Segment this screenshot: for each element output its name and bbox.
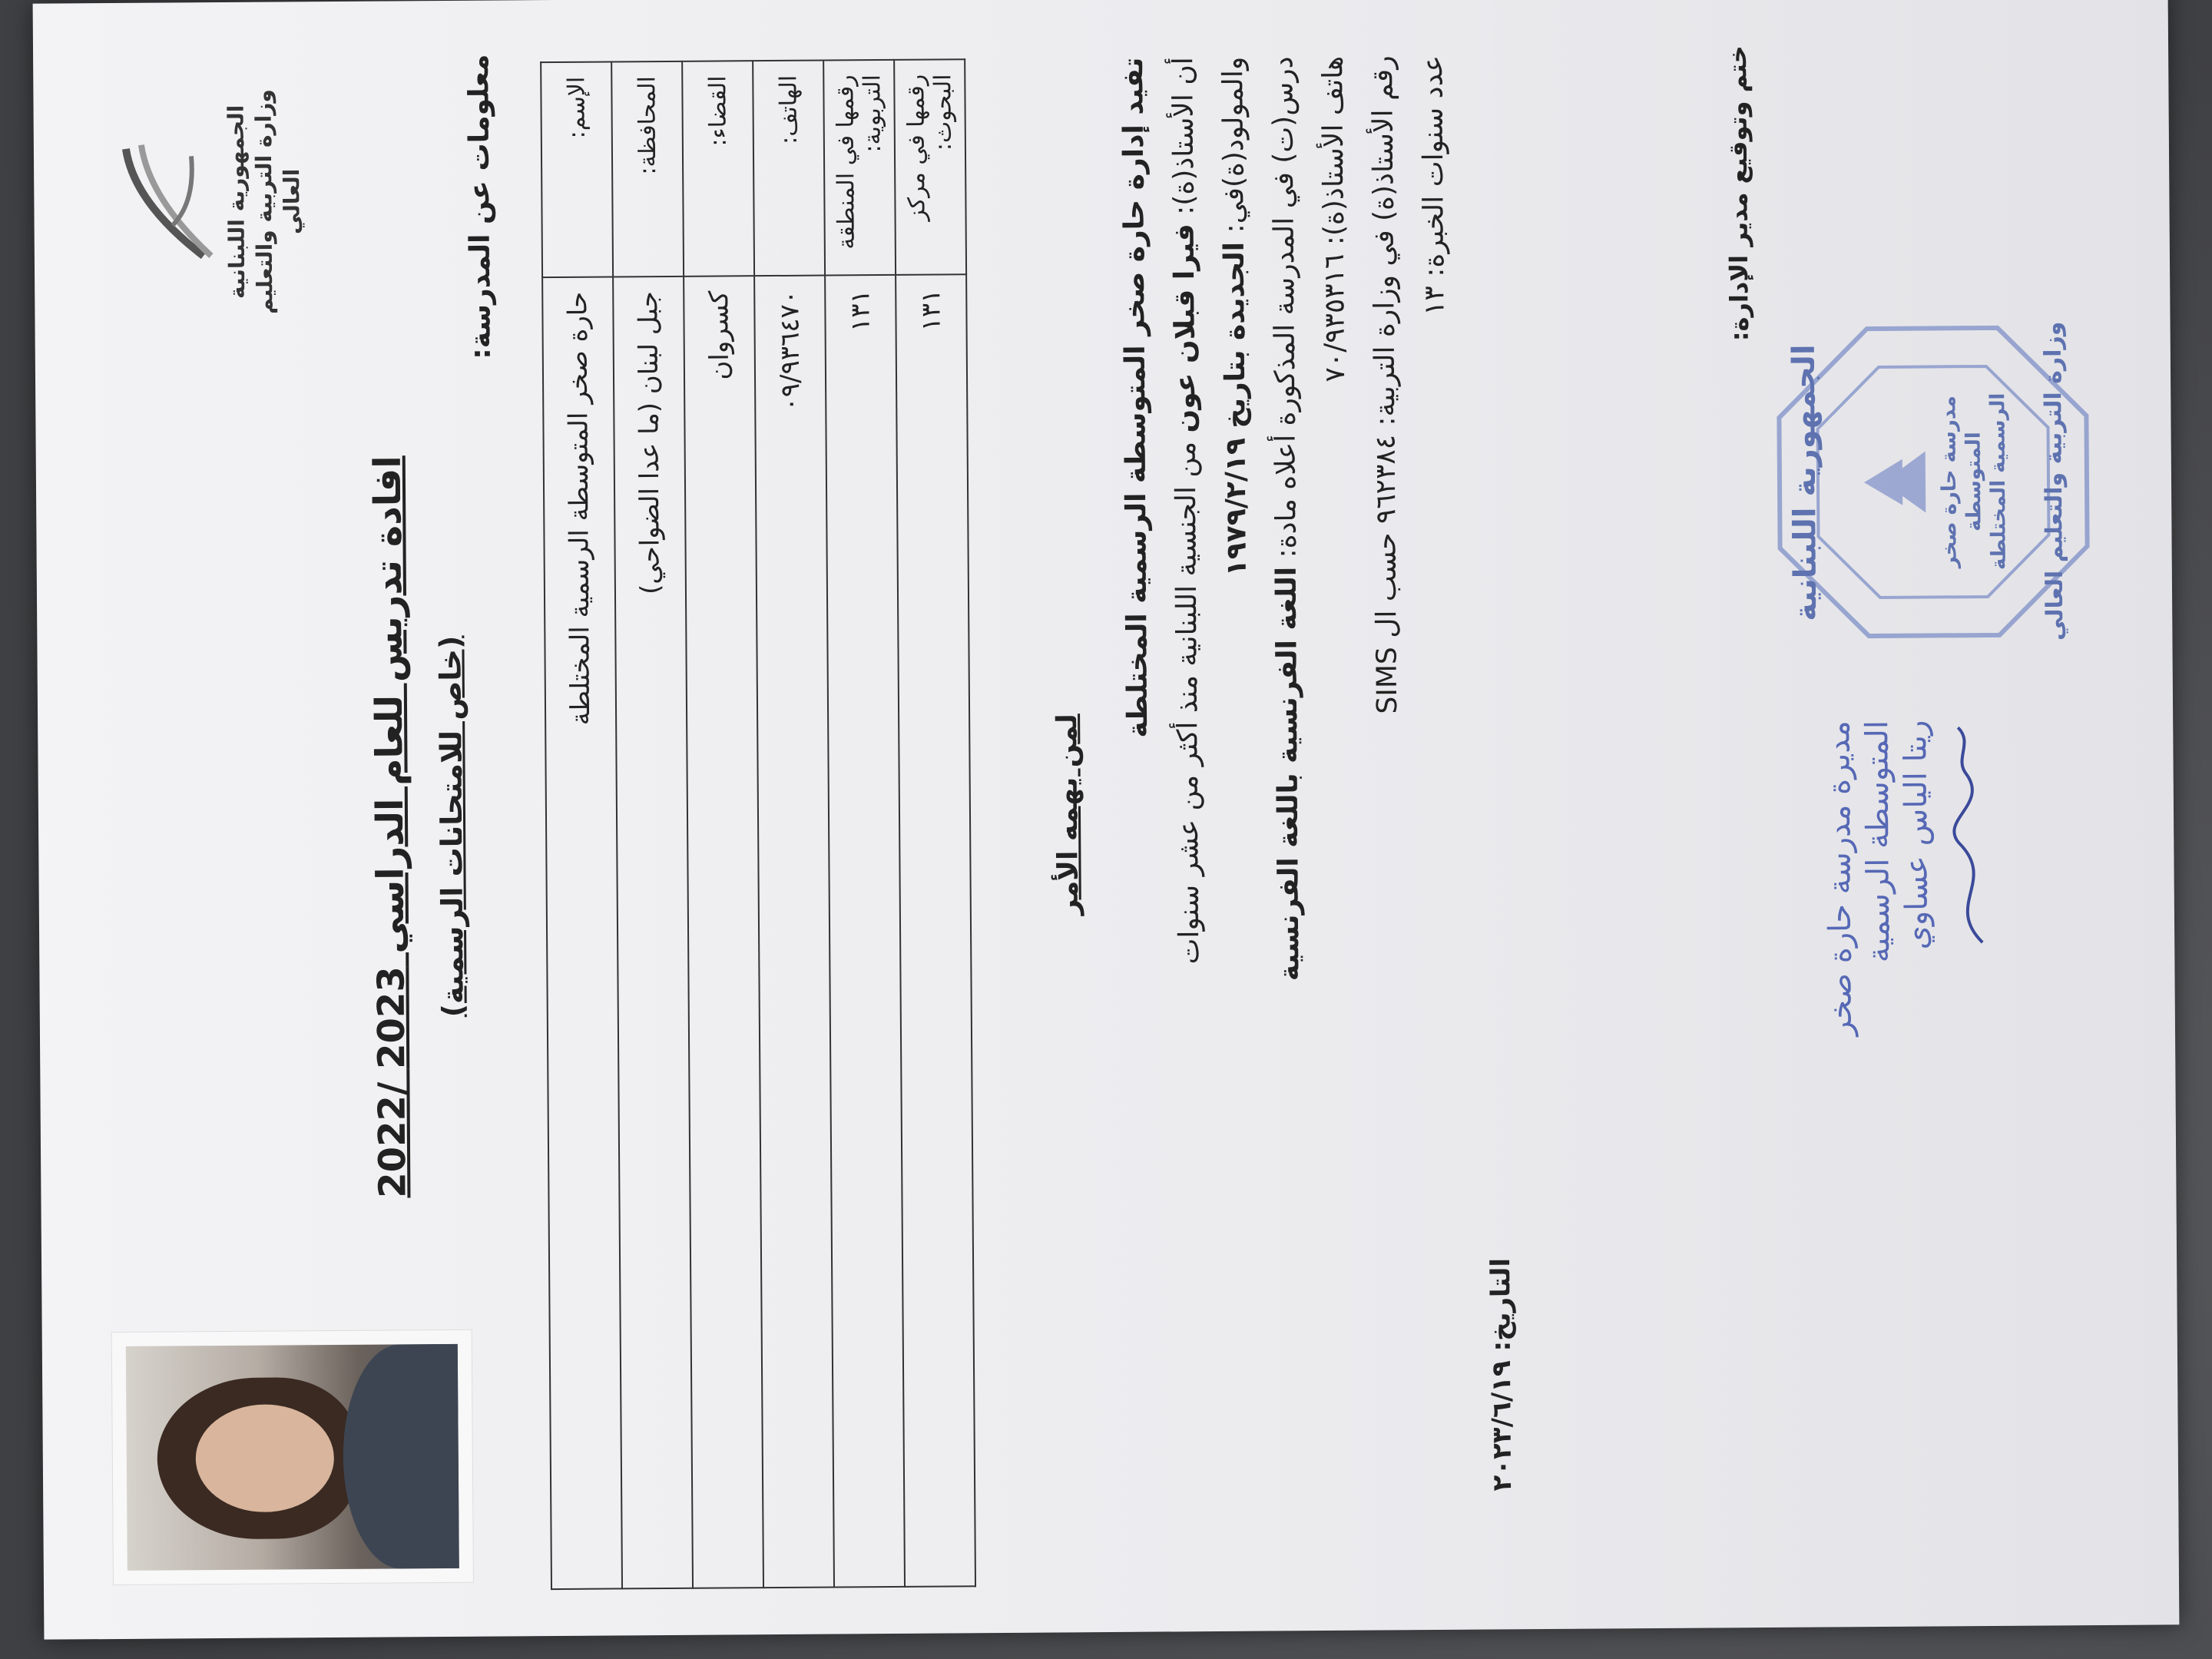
body-line-6: رقم الأستاذ(ة) في وزارة التربية: ٩٦٢٣٨٤ حسب ال SIMS — [1367, 55, 1404, 714]
row-value: ١٣١ — [825, 275, 905, 1588]
ministry-text: وزارة التربية والتعليم العالي — [250, 89, 305, 315]
subject: اللغة الفرنسية باللغة الفرنسية — [1270, 566, 1306, 982]
body-line-7: عدد سنوات الخبرة: ١٣ — [1417, 55, 1451, 316]
teacher-photo — [111, 1330, 474, 1585]
table-row — [682, 61, 763, 1588]
principal-signature — [1820, 720, 2016, 1151]
row-label: رقمها في مركز البحوث: — [894, 59, 966, 275]
certificate-body — [1108, 55, 1468, 1540]
stamp-school-text: مدرسة حارة صخر المتوسطة الرسمية المختلطة — [1937, 392, 2011, 571]
stamp-label: ختم وتوقيع مدير الإدارة: — [1723, 45, 1754, 342]
body-line-5a: هاتف الأستاذ(ة): — [1317, 55, 1350, 254]
signature-scribble-icon — [1935, 720, 2005, 951]
body-line-2c: من الجنسية اللبنانية منذ أكثر من عشر سنوات — [1170, 432, 1206, 965]
signature-line-1: مديرة مدرسة حارة صخر — [1821, 720, 1859, 1036]
to-whom-heading: لمن يهمه الأمر — [1051, 714, 1084, 916]
row-value: ١٣١ — [896, 274, 975, 1587]
row-value: جبل لبنان (ما عدا الضواحي) — [613, 276, 693, 1589]
row-value: ٠٩/٩٣٦٤٧٠ — [754, 276, 834, 1588]
document-sheet — [33, 0, 2180, 1640]
stamp-bottom-text: وزارة التربية والتعليم العالي — [2039, 321, 2069, 641]
ministry-logo — [118, 55, 307, 349]
republic-text: الجمهورية اللبنانية — [223, 104, 250, 300]
stamp-top-text: الجمهورية اللبنانية — [1786, 344, 1824, 622]
school-info-label: معلومات عن المدرسة: — [463, 54, 497, 359]
body-line-4a: درس(ت) في المدرسة المذكورة أعلاه مادة: — [1267, 56, 1303, 568]
body-line-1: تفيد إدارة حارة صخر المتوسطة الرسمية المختلطة — [1118, 57, 1154, 738]
table-row — [541, 61, 622, 1589]
title-line1: افادة تدريس للعام الدراسي — [366, 455, 413, 967]
issue-date: التاريخ: ٢٠٢٣/٦/١٩ — [1485, 1257, 1518, 1492]
title-line2: (خاص للامتحانات الرسمية) — [433, 635, 470, 1018]
official-stamp — [1771, 320, 2096, 644]
school-info-table — [540, 58, 976, 1590]
row-value: كسروان — [684, 276, 763, 1588]
row-label: الإسم: — [541, 61, 613, 277]
row-label: المحافظة: — [611, 61, 684, 277]
logo-icon — [118, 133, 219, 272]
birth-info: الجديدة بتاريخ ١٩٧٩/٢/١٩ — [1218, 241, 1253, 577]
body-line-2a: أن الأستاذ(ة): — [1167, 57, 1200, 224]
table-row — [753, 61, 834, 1588]
academic-year: 2023 /2022 — [369, 966, 415, 1198]
row-label: الهاتف: — [753, 61, 825, 276]
teacher-phone: ٧٠/٩٣٥٣١٦ — [1318, 253, 1352, 382]
row-label: رقمها في المنطقة التربوية: — [823, 60, 896, 276]
body-line-3a: والمولود(ة)في: — [1217, 56, 1250, 243]
document-title — [366, 339, 472, 1315]
teacher-name: فيرا قبلان عون — [1168, 224, 1202, 433]
row-label: القضاء: — [682, 61, 754, 276]
table-row — [894, 59, 975, 1587]
row-value: حارة صخر المتوسطة الرسمية المختلطة — [542, 276, 622, 1589]
signature-line-2: المتوسطة الرسمية — [1859, 720, 1897, 963]
table-row — [611, 61, 693, 1589]
table-row — [823, 60, 905, 1588]
signature-line-3: ريتا الياس عساوي — [1898, 720, 1936, 950]
